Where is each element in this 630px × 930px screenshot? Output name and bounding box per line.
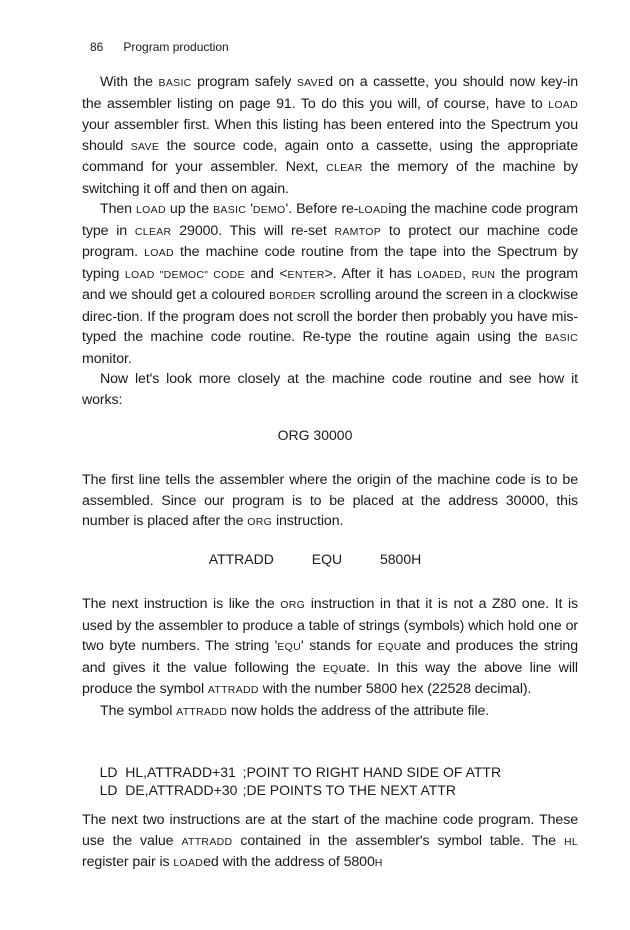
page-number: 86 <box>90 40 104 54</box>
running-header <box>90 40 229 54</box>
body-text-block-1 <box>82 72 578 410</box>
code-instruction: LD HL,ATTRADD+31 <box>99 764 236 780</box>
paragraph-3: Now let's look more closely at the machine code routine and see how it works: <box>82 371 578 408</box>
code-instruction: LD DE,ATTRADD+30 <box>99 782 238 798</box>
body-text-block-2 <box>82 470 578 533</box>
code-org-line <box>0 427 630 443</box>
code-comment: ;DE POINTS TO THE NEXT ATTR <box>242 782 456 798</box>
paragraph-4: The first line tells the assembler where the origin of the machine code is to be assembled. Since our program is to be placed at the address 30000, this number is placed after the ORG instruction. <box>82 472 578 529</box>
code-operand: 30000 <box>313 427 353 443</box>
code-opcode: ORG <box>277 427 310 443</box>
paragraph-6: The symbol ATTRADD now holds the address of the attribute file. <box>100 702 490 719</box>
paragraph-2: Then LOAD up the BASIC 'DEMO'. Before re-LOADing the machine code program type in CLEAR 29000. This will re-set RAMTOP to protect our machine code program. LOAD the machine code routine from the tape into the Spectrum by typing LOAD "DEMOC" CODE and <ENTER>. After it has LOADED, RUN the program and we should get a coloured BORDER scrolling around the screen in a clockwise direc-tion. If the program does not scroll the border then probably you have mis-typed the machine code routine. Re-type the routine again using the BASIC monitor. <box>82 201 579 367</box>
body-text-block-4 <box>82 810 578 874</box>
code-opcode: EQU <box>311 551 343 567</box>
paragraph-7: The next two instructions are at the start of the machine code program. These use the value ATTRADD contained in the assembler's symbol table. The HL register pair is LOADed with the address of 5800H <box>82 812 578 870</box>
body-text-block-3 <box>82 594 578 722</box>
code-comment: ;POINT TO RIGHT HAND SIDE OF ATTR <box>242 764 502 780</box>
code-label: ATTRADD <box>208 551 274 567</box>
running-title: Program production <box>123 40 229 54</box>
code-equ-line <box>0 551 630 567</box>
paragraph-1: With the BASIC program safely SAVEd on a cassette, you should now key-in the assembler listing on page 91. To do this you will, of course, have to LOAD your assembler first. When this listing has been entered into the Spectrum you should SAVE the source code, again onto a cassette, using the appropriate command for your assembler. Next, CLEAR the memory of the machine by switching it off and then on again. <box>82 74 579 197</box>
paragraph-5: The next instruction is like the ORG instruction in that it is not a Z80 one. It is used by the assembler to produce a table of strings (symbols) which hold one or two byte numbers. The string 'EQU' stands for EQUate and produces the string and gives it the value following the EQUate. In this way the above line will produce the symbol ATTRADD with the number 5800 hex (22528 decimal). <box>82 596 578 697</box>
code-listing-line <box>84 766 456 814</box>
code-operand: 5800H <box>379 551 422 567</box>
